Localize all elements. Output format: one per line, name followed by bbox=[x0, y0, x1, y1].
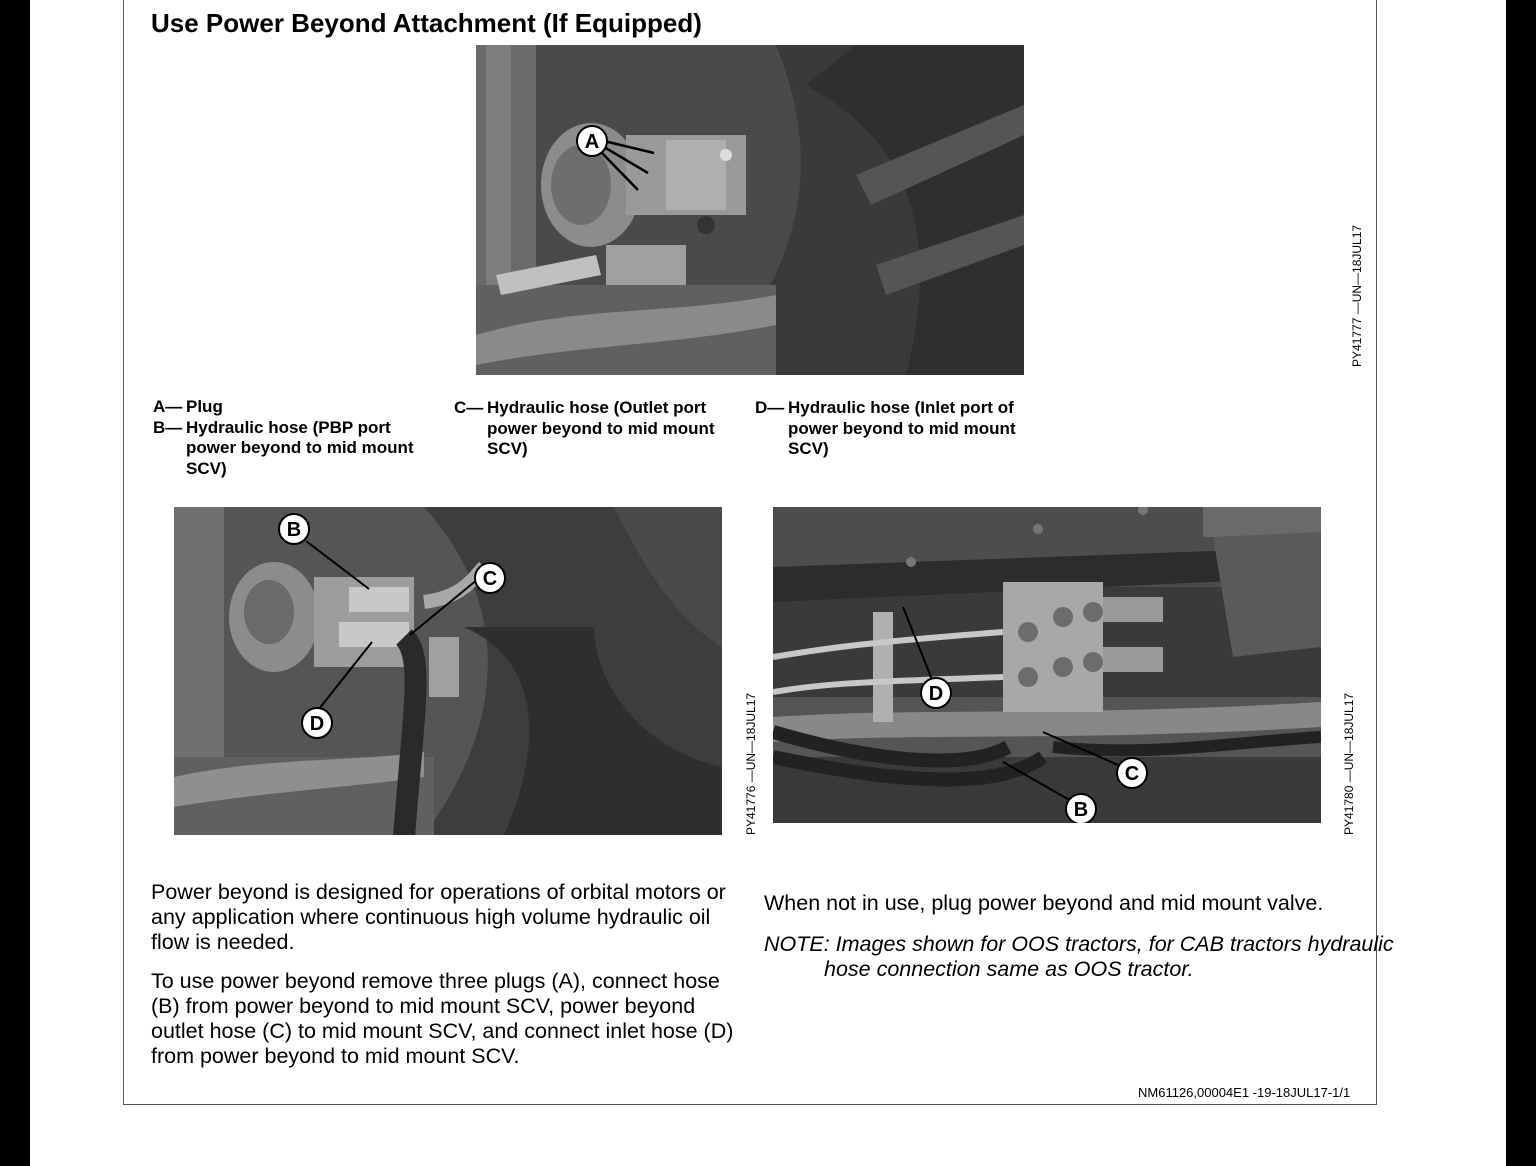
section-title: Use Power Beyond Attachment (If Equipped) bbox=[151, 8, 702, 38]
legend-item bbox=[153, 418, 443, 480]
legend-item bbox=[153, 397, 443, 418]
legend-key: B— bbox=[153, 417, 183, 437]
legend-text: Hydraulic hose (Inlet port of power beyond to mid mount SCV) bbox=[788, 398, 1016, 458]
legend-key: A— bbox=[153, 397, 183, 416]
document-reference: NM61126,00004E1 -19-18JUL17-1/1 bbox=[1138, 1085, 1351, 1100]
legend-key: D— bbox=[755, 398, 785, 417]
legend-text: Plug bbox=[186, 397, 223, 416]
legend-item bbox=[454, 398, 744, 460]
figure-right bbox=[773, 507, 1321, 823]
legend-text: Hydraulic hose (PBP port power beyond to mid mount SCV) bbox=[186, 417, 414, 478]
legend-column-2 bbox=[454, 398, 744, 460]
body-column-left bbox=[151, 880, 741, 1083]
callout-label: B bbox=[1073, 799, 1089, 821]
callout-label: B bbox=[286, 519, 302, 541]
note-text: NOTE: Images shown for OOS tractors, for CAB tractors hydraulic hose connection same as OOS tractor. bbox=[764, 932, 1394, 981]
legend-text: Hydraulic hose (Outlet port power beyond to mid mount SCV) bbox=[487, 398, 715, 458]
legend-key: C— bbox=[454, 398, 484, 417]
legend-column-3 bbox=[755, 398, 1045, 460]
figure-right-illustration bbox=[773, 507, 1321, 823]
paragraph-procedure: To use power beyond remove three plugs (A), connect hose (B) from power beyond to mid mount SCV, power beyond outlet hose (C) to mid mount SCV, and connect inlet hose (D) from power beyond to mid mount SCV. bbox=[151, 969, 734, 1068]
page-border-bottom bbox=[123, 1104, 1377, 1105]
page-border-left bbox=[123, 0, 124, 1105]
figure-right-code: PY41780 —UN—18JUL17 bbox=[1342, 692, 1356, 835]
legend-column-1 bbox=[153, 397, 443, 479]
callout-label: C bbox=[482, 568, 498, 590]
figure-left-code: PY41776 —UN—18JUL17 bbox=[744, 692, 758, 835]
figure-left bbox=[174, 507, 722, 835]
callout-label: D bbox=[928, 683, 944, 705]
legend-item bbox=[755, 398, 1045, 460]
figure-top-code: PY41777 —UN—18JUL17 bbox=[1350, 224, 1364, 367]
figure-top bbox=[476, 45, 1024, 375]
paragraph-not-in-use: When not in use, plug power beyond and mid mount valve. bbox=[764, 891, 1324, 915]
figure-top-illustration bbox=[476, 45, 1024, 375]
callout-label: C bbox=[1124, 763, 1140, 785]
callout-label: A bbox=[584, 131, 600, 153]
paragraph-purpose: Power beyond is designed for operations of orbital motors or any application where continuous high volume hydraulic oil flow is needed. bbox=[151, 880, 726, 954]
callout-label: D bbox=[309, 713, 325, 735]
figure-left-illustration bbox=[174, 507, 722, 835]
